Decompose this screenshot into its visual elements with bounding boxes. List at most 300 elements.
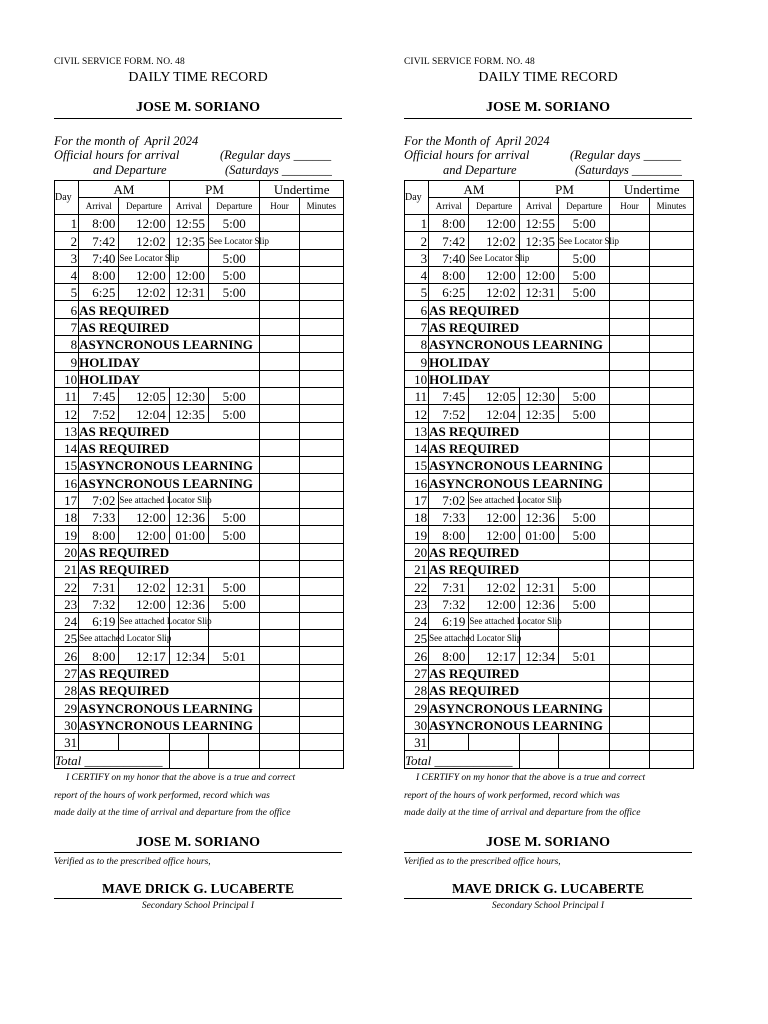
- cell-pm-dep: 5:00: [209, 284, 260, 301]
- cell-am-dep: [119, 733, 169, 750]
- day-number: 23: [405, 595, 429, 612]
- undertime-minutes-cell: [299, 353, 343, 370]
- cell-am-dep: See attached Locator Slip: [469, 491, 519, 508]
- undertime-minutes-cell: [299, 249, 343, 266]
- table-row: [405, 560, 694, 577]
- am-arrival-header: Arrival: [429, 198, 469, 215]
- undertime-hour-cell: [260, 215, 299, 232]
- undertime-minutes-cell: [649, 405, 693, 422]
- cell-am-dep: 12:00: [469, 595, 519, 612]
- cell-am-dep: See attached Locator Slip: [119, 612, 169, 629]
- undertime-minutes-cell: [299, 474, 343, 491]
- undertime-hour-cell: [610, 353, 649, 370]
- cell-pm-dep: See Locator Slip: [209, 232, 260, 249]
- undertime-hour-cell: [610, 647, 649, 664]
- day-number: 19: [55, 526, 79, 543]
- day-number: 5: [55, 284, 79, 301]
- day-number: 8: [405, 336, 429, 353]
- table-row: [55, 301, 344, 318]
- month-line: For the Month of April 2024: [404, 134, 550, 148]
- undertime-hour-cell: [610, 630, 649, 647]
- cell-pm-dep: 5:01: [209, 647, 260, 664]
- undertime-minutes-cell: [649, 664, 693, 681]
- table-row: [405, 578, 694, 595]
- certify-line-3: made daily at the time of arrival and departure from the office: [404, 808, 641, 818]
- day-remark: ASYNCRONOUS LEARNING: [429, 699, 610, 716]
- table-row: [55, 612, 344, 629]
- day-number: 30: [405, 716, 429, 733]
- undertime-minutes-cell: [649, 284, 693, 301]
- pm-arrival-header: Arrival: [519, 198, 558, 215]
- day-remark: AS REQUIRED: [79, 682, 260, 699]
- table-row: [405, 682, 694, 699]
- table-row: [405, 630, 694, 647]
- cell-am-dep: See attached Locator Slip: [119, 491, 169, 508]
- time-record-table: [404, 180, 694, 769]
- day-number: 25: [55, 630, 79, 647]
- undertime-minutes-cell: [649, 733, 693, 750]
- undertime-hour-cell: [260, 249, 299, 266]
- cell-pm-dep: [559, 630, 610, 647]
- undertime-minutes-cell: [299, 215, 343, 232]
- cell-pm-dep: [559, 733, 610, 750]
- cell-pm-dep: 5:00: [209, 578, 260, 595]
- total-cell: [169, 751, 208, 768]
- table-row: [405, 543, 694, 560]
- day-number: 4: [405, 266, 429, 283]
- official-hours-label: Official hours for arrival: [54, 148, 180, 162]
- day-number: 29: [405, 699, 429, 716]
- cell-pm-arr: 12:34: [519, 647, 558, 664]
- day-number: 9: [55, 353, 79, 370]
- cell-am-dep: 12:04: [119, 405, 169, 422]
- undertime-hour-cell: [260, 457, 299, 474]
- undertime-minutes-cell: [299, 457, 343, 474]
- undertime-minutes-cell: [649, 560, 693, 577]
- undertime-minutes-cell: [649, 612, 693, 629]
- undertime-minutes-cell: [299, 612, 343, 629]
- day-number: 26: [405, 647, 429, 664]
- table-row: [405, 526, 694, 543]
- signature-line-principal: [404, 898, 692, 899]
- cell-pm-dep: 5:00: [559, 509, 610, 526]
- cell-pm-arr: 01:00: [519, 526, 558, 543]
- cell-am-dep: 12:05: [469, 387, 519, 404]
- signatory-employee-name: JOSE M. SORIANO: [135, 835, 261, 850]
- total-cell: [559, 751, 610, 768]
- cell-am-dep: 12:00: [119, 526, 169, 543]
- cell-pm-arr: 12:00: [169, 266, 208, 283]
- table-row: [55, 232, 344, 249]
- undertime-minutes-cell: [649, 526, 693, 543]
- table-row: [405, 509, 694, 526]
- undertime-minutes-cell: [649, 266, 693, 283]
- day-number: 6: [405, 301, 429, 318]
- cell-pm-arr: 12:34: [169, 647, 208, 664]
- cell-pm-dep: 5:00: [209, 266, 260, 283]
- cell-pm-arr: 12:31: [519, 578, 558, 595]
- undertime-hour-cell: [610, 284, 649, 301]
- undertime-minutes-cell: [299, 405, 343, 422]
- cell-am-arr: 7:42: [79, 232, 119, 249]
- undertime-minutes-cell: [299, 578, 343, 595]
- undertime-hour-cell: [260, 682, 299, 699]
- table-row: [55, 422, 344, 439]
- table-row: [405, 353, 694, 370]
- cell-am-dep: 12:04: [469, 405, 519, 422]
- undertime-minutes-cell: [649, 318, 693, 335]
- verified-text: Verified as to the prescribed office hours,: [404, 857, 561, 867]
- table-row: [55, 664, 344, 681]
- cell-pm-dep: 5:00: [559, 266, 610, 283]
- cell-am-arr: 7:52: [79, 405, 119, 422]
- cell-pm-dep: 5:00: [559, 249, 610, 266]
- am-departure-header: Departure: [469, 198, 519, 215]
- table-row: [55, 474, 344, 491]
- day-remark: AS REQUIRED: [429, 664, 610, 681]
- cell-am-arr: 7:33: [429, 509, 469, 526]
- cell-am-arr: 7:33: [79, 509, 119, 526]
- cell-am-arr: 7:02: [79, 491, 119, 508]
- minutes-header: Minutes: [299, 198, 343, 215]
- table-row: [405, 439, 694, 456]
- undertime-minutes-cell: [299, 526, 343, 543]
- employee-name: JOSE M. SORIANO: [135, 100, 261, 115]
- day-remark: AS REQUIRED: [429, 422, 610, 439]
- day-remark: ASYNCRONOUS LEARNING: [429, 336, 610, 353]
- cell-pm-arr: 12:31: [519, 284, 558, 301]
- day-number: 15: [405, 457, 429, 474]
- cell-pm-arr: 12:30: [169, 387, 208, 404]
- day-number: 10: [405, 370, 429, 387]
- undertime-hour-cell: [260, 405, 299, 422]
- cell-am-dep: 12:02: [469, 284, 519, 301]
- am-arrival-header: Arrival: [79, 198, 119, 215]
- day-number: 3: [405, 249, 429, 266]
- signature-line-employee: [404, 852, 692, 853]
- table-row: [405, 612, 694, 629]
- signature-line-principal: [54, 898, 342, 899]
- undertime-minutes-cell: [299, 318, 343, 335]
- name-underline: [404, 118, 692, 119]
- cell-pm-arr: [519, 733, 558, 750]
- cell-am-arr: See attached Locator Slip: [429, 630, 469, 647]
- undertime-minutes-cell: [649, 215, 693, 232]
- total-row: [55, 751, 344, 768]
- day-number: 7: [405, 318, 429, 335]
- cell-am-arr: 8:00: [79, 647, 119, 664]
- undertime-minutes-cell: [649, 630, 693, 647]
- table-row: [55, 284, 344, 301]
- undertime-hour-cell: [610, 543, 649, 560]
- certify-line-1: I CERTIFY on my honor that the above is a true and correct: [66, 773, 296, 783]
- cell-pm-arr: 12:31: [169, 284, 208, 301]
- cell-pm-arr: 12:55: [169, 215, 208, 232]
- signatory-employee-name: JOSE M. SORIANO: [485, 835, 611, 850]
- table-row: [55, 699, 344, 716]
- certify-line-2: report of the hours of work performed, record which was: [54, 791, 270, 801]
- table-row: [55, 215, 344, 232]
- am-departure-header: Departure: [119, 198, 169, 215]
- cell-am-arr: See attached Locator Slip: [79, 630, 119, 647]
- minutes-header: Minutes: [649, 198, 693, 215]
- pm-arrival-header: Arrival: [169, 198, 208, 215]
- table-row: [405, 249, 694, 266]
- signature-line-employee: [54, 852, 342, 853]
- table-row: [55, 266, 344, 283]
- day-number: 1: [55, 215, 79, 232]
- undertime-hour-cell: [610, 422, 649, 439]
- day-number: 18: [405, 509, 429, 526]
- undertime-minutes-cell: [299, 733, 343, 750]
- day-number: 13: [405, 422, 429, 439]
- undertime-hour-cell: [260, 474, 299, 491]
- cell-am-arr: [79, 733, 119, 750]
- principal-name: MAVE DRICK G. LUCABERTE: [451, 881, 645, 896]
- day-header: Day: [55, 181, 79, 215]
- undertime-hour-cell: [260, 439, 299, 456]
- cell-am-arr: 7:32: [79, 595, 119, 612]
- table-row: [55, 353, 344, 370]
- day-number: 23: [55, 595, 79, 612]
- day-remark: AS REQUIRED: [429, 682, 610, 699]
- form-number: CIVIL SERVICE FORM. NO. 48: [404, 57, 535, 67]
- table-row: [55, 733, 344, 750]
- day-number: 28: [55, 682, 79, 699]
- name-underline: [54, 118, 342, 119]
- cell-pm-arr: 12:55: [519, 215, 558, 232]
- cell-am-arr: 7:45: [429, 387, 469, 404]
- table-row: [405, 716, 694, 733]
- principal-name: MAVE DRICK G. LUCABERTE: [101, 881, 295, 896]
- day-remark: ASYNCRONOUS LEARNING: [429, 716, 610, 733]
- cell-am-dep: 12:00: [469, 215, 519, 232]
- certify-line-2: report of the hours of work performed, record which was: [404, 791, 620, 801]
- undertime-hour-cell: [260, 630, 299, 647]
- day-remark: ASYNCRONOUS LEARNING: [79, 474, 260, 491]
- day-number: 16: [405, 474, 429, 491]
- undertime-hour-cell: [610, 560, 649, 577]
- undertime-minutes-cell: [649, 249, 693, 266]
- undertime-hour-cell: [260, 733, 299, 750]
- undertime-minutes-cell: [649, 491, 693, 508]
- undertime-hour-cell: [260, 353, 299, 370]
- undertime-minutes-cell: [299, 284, 343, 301]
- cell-pm-dep: 5:00: [209, 387, 260, 404]
- table-row: [55, 560, 344, 577]
- cell-pm-arr: 12:36: [519, 595, 558, 612]
- cell-pm-dep: 5:00: [559, 387, 610, 404]
- certify-line-1: I CERTIFY on my honor that the above is a true and correct: [416, 773, 646, 783]
- undertime-hour-cell: [610, 249, 649, 266]
- table-row: [55, 370, 344, 387]
- table-row: [405, 733, 694, 750]
- cell-am-arr: [429, 733, 469, 750]
- total-label: Total ____________: [405, 751, 520, 768]
- day-number: 25: [405, 630, 429, 647]
- cell-pm-dep: 5:00: [559, 578, 610, 595]
- regular-days-label: (Regular days ______: [570, 148, 682, 162]
- cell-am-dep: 12:02: [469, 232, 519, 249]
- table-row: [55, 491, 344, 508]
- undertime-hour-cell: [610, 733, 649, 750]
- undertime-minutes-cell: [649, 578, 693, 595]
- day-number: 27: [405, 664, 429, 681]
- day-remark: HOLIDAY: [79, 353, 260, 370]
- total-cell: [299, 751, 343, 768]
- undertime-header: Undertime: [610, 181, 694, 198]
- day-number: 5: [405, 284, 429, 301]
- cell-pm-dep: [209, 733, 260, 750]
- day-remark: AS REQUIRED: [79, 664, 260, 681]
- table-row: [405, 405, 694, 422]
- cell-am-dep: 12:00: [469, 266, 519, 283]
- day-number: 16: [55, 474, 79, 491]
- undertime-hour-cell: [610, 526, 649, 543]
- undertime-hour-cell: [260, 716, 299, 733]
- cell-am-dep: 12:05: [119, 387, 169, 404]
- table-row: [55, 543, 344, 560]
- undertime-hour-cell: [610, 439, 649, 456]
- cell-pm-dep: 5:00: [559, 526, 610, 543]
- table-row: [405, 422, 694, 439]
- day-number: 10: [55, 370, 79, 387]
- hour-header: Hour: [260, 198, 299, 215]
- undertime-hour-cell: [610, 370, 649, 387]
- cell-pm-arr: 12:30: [519, 387, 558, 404]
- undertime-minutes-cell: [649, 301, 693, 318]
- day-header: Day: [405, 181, 429, 215]
- cell-pm-dep: 5:00: [209, 215, 260, 232]
- undertime-hour-cell: [610, 699, 649, 716]
- day-number: 26: [55, 647, 79, 664]
- cell-am-dep: 12:17: [469, 647, 519, 664]
- day-number: 9: [405, 353, 429, 370]
- day-remark: ASYNCRONOUS LEARNING: [79, 457, 260, 474]
- undertime-hour-cell: [260, 387, 299, 404]
- day-number: 13: [55, 422, 79, 439]
- table-row: [55, 509, 344, 526]
- cell-pm-dep: [209, 630, 260, 647]
- cell-am-dep: See Locator Slip: [469, 249, 519, 266]
- day-remark: AS REQUIRED: [79, 301, 260, 318]
- cell-am-dep: 12:02: [119, 284, 169, 301]
- undertime-minutes-cell: [649, 716, 693, 733]
- undertime-minutes-cell: [299, 422, 343, 439]
- form-number: CIVIL SERVICE FORM. NO. 48: [54, 57, 185, 67]
- cell-pm-dep: 5:00: [209, 526, 260, 543]
- cell-am-arr: 6:25: [79, 284, 119, 301]
- undertime-hour-cell: [260, 509, 299, 526]
- undertime-hour-cell: [610, 457, 649, 474]
- table-row: [55, 578, 344, 595]
- undertime-minutes-cell: [649, 509, 693, 526]
- undertime-minutes-cell: [299, 509, 343, 526]
- cell-am-arr: 8:00: [429, 266, 469, 283]
- table-row: [55, 716, 344, 733]
- undertime-hour-cell: [260, 560, 299, 577]
- undertime-minutes-cell: [299, 630, 343, 647]
- cell-pm-dep: 5:00: [559, 595, 610, 612]
- table-row: [55, 647, 344, 664]
- cell-am-dep: 12:00: [119, 595, 169, 612]
- day-number: 20: [55, 543, 79, 560]
- cell-am-arr: 7:32: [429, 595, 469, 612]
- day-remark: AS REQUIRED: [79, 560, 260, 577]
- undertime-minutes-cell: [299, 647, 343, 664]
- cell-am-arr: 8:00: [79, 526, 119, 543]
- employee-name: JOSE M. SORIANO: [485, 100, 611, 115]
- cell-pm-dep: 5:00: [209, 249, 260, 266]
- day-remark: AS REQUIRED: [79, 318, 260, 335]
- day-number: 7: [55, 318, 79, 335]
- day-remark: ASYNCRONOUS LEARNING: [79, 699, 260, 716]
- undertime-hour-cell: [260, 318, 299, 335]
- undertime-minutes-cell: [299, 439, 343, 456]
- day-remark: AS REQUIRED: [429, 439, 610, 456]
- table-row: [405, 699, 694, 716]
- table-row: [55, 595, 344, 612]
- undertime-minutes-cell: [649, 422, 693, 439]
- table-row: [405, 301, 694, 318]
- saturdays-label: (Saturdays ________: [225, 163, 332, 177]
- form-title: DAILY TIME RECORD: [478, 70, 618, 85]
- day-remark: AS REQUIRED: [79, 422, 260, 439]
- undertime-minutes-cell: [299, 543, 343, 560]
- undertime-header: Undertime: [260, 181, 344, 198]
- day-number: 2: [55, 232, 79, 249]
- undertime-hour-cell: [610, 301, 649, 318]
- cell-am-dep: 12:00: [119, 266, 169, 283]
- cell-am-dep: 12:00: [469, 509, 519, 526]
- day-number: 8: [55, 336, 79, 353]
- cell-am-arr: 7:02: [429, 491, 469, 508]
- pm-departure-header: Departure: [559, 198, 610, 215]
- am-header: AM: [429, 181, 520, 198]
- undertime-hour-cell: [260, 543, 299, 560]
- cell-pm-arr: 12:31: [169, 578, 208, 595]
- cell-am-dep: 12:02: [119, 578, 169, 595]
- total-cell: [610, 751, 649, 768]
- total-cell: [519, 751, 558, 768]
- undertime-hour-cell: [610, 664, 649, 681]
- undertime-minutes-cell: [299, 491, 343, 508]
- undertime-hour-cell: [610, 491, 649, 508]
- cell-pm-arr: [169, 733, 208, 750]
- cell-am-arr: 7:42: [429, 232, 469, 249]
- day-number: 12: [405, 405, 429, 422]
- undertime-minutes-cell: [299, 387, 343, 404]
- cell-pm-dep: 5:00: [209, 509, 260, 526]
- table-row: [405, 387, 694, 404]
- day-remark: AS REQUIRED: [429, 301, 610, 318]
- saturdays-label: (Saturdays ________: [575, 163, 682, 177]
- day-number: 1: [405, 215, 429, 232]
- undertime-hour-cell: [260, 699, 299, 716]
- regular-days-label: (Regular days ______: [220, 148, 332, 162]
- day-number: 31: [405, 733, 429, 750]
- cell-am-arr: 7:31: [429, 578, 469, 595]
- cell-am-arr: 7:52: [429, 405, 469, 422]
- table-row: [405, 664, 694, 681]
- and-departure-label: and Departure: [93, 163, 167, 177]
- day-number: 24: [405, 612, 429, 629]
- day-remark: AS REQUIRED: [429, 543, 610, 560]
- table-header-row: [405, 181, 694, 198]
- undertime-minutes-cell: [299, 266, 343, 283]
- cell-pm-dep: [559, 491, 610, 508]
- total-cell: [209, 751, 260, 768]
